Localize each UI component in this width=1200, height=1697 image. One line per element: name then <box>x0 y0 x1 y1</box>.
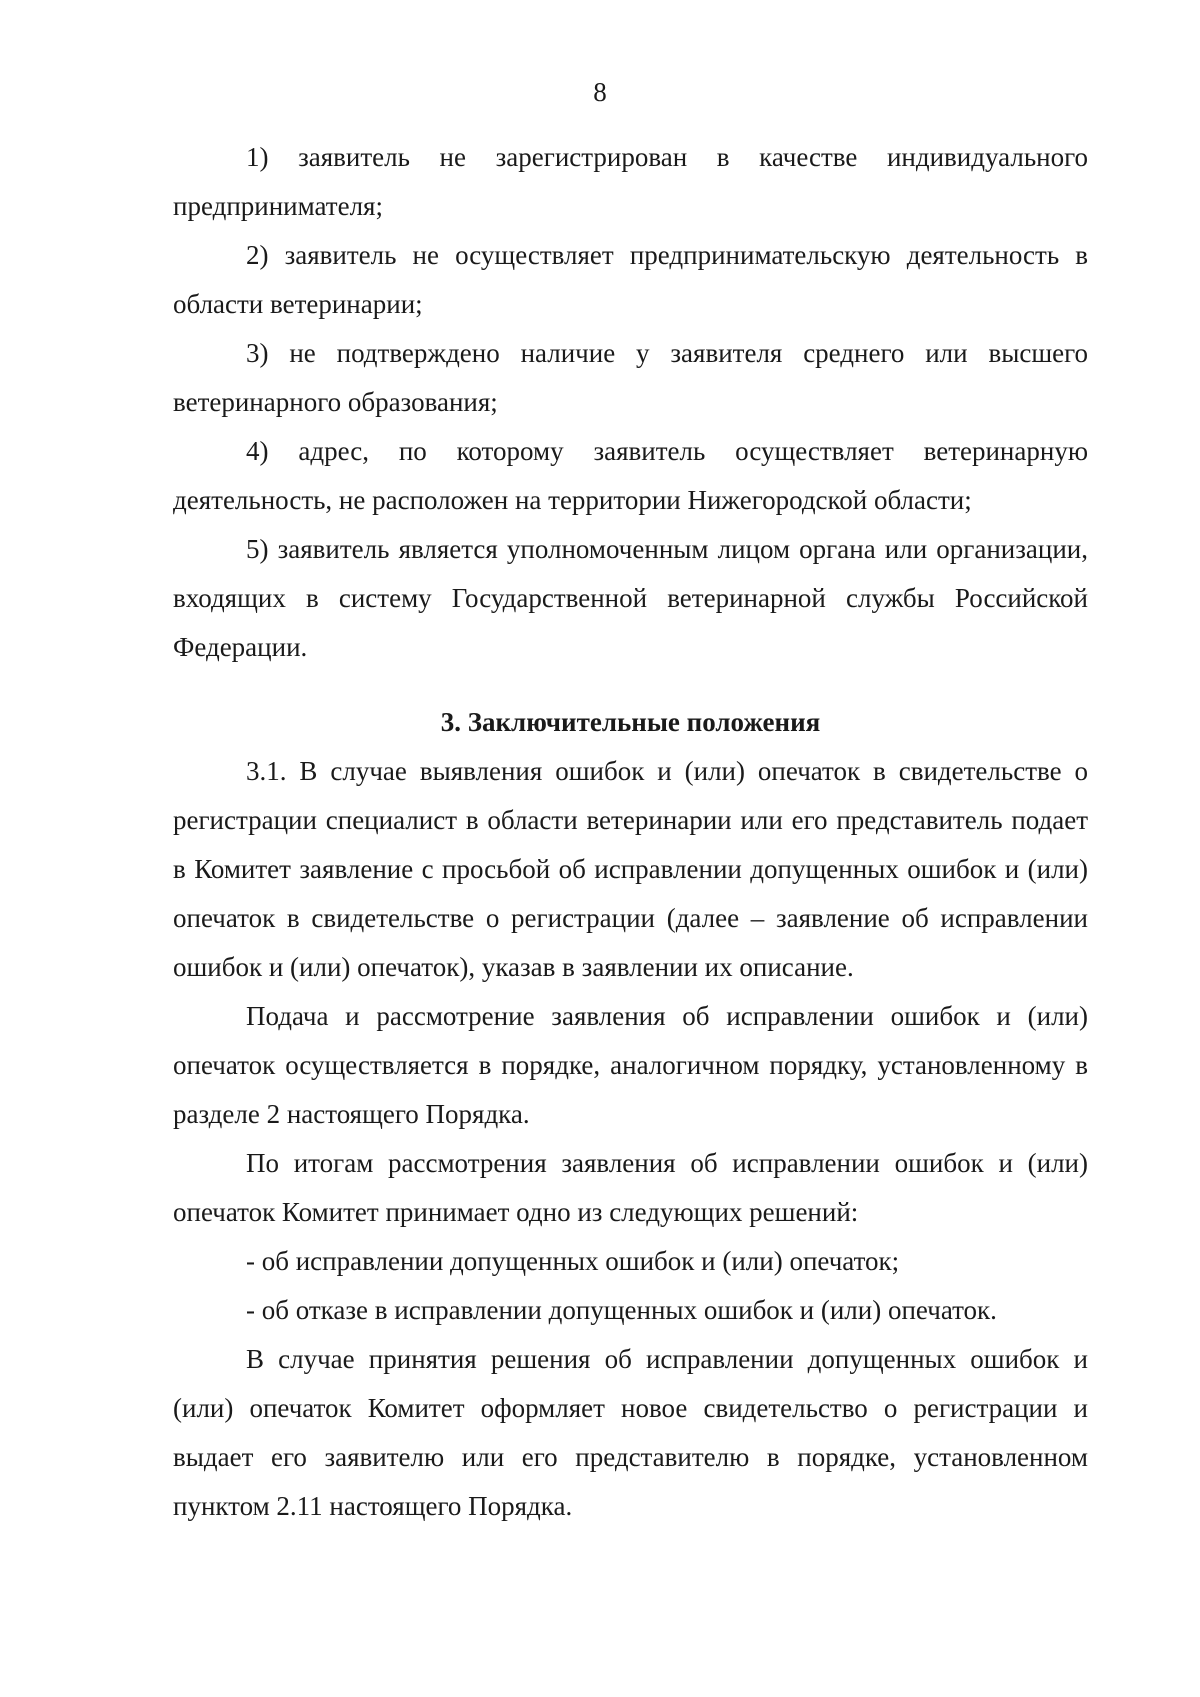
list-item-3: 3) не подтверждено наличие у заявителя среднего или высшего ветеринарного образования; <box>173 338 1088 417</box>
paragraph-procedure: Подача и рассмотрение заявления об исправлении ошибок и (или) опечаток осуществляется в порядке, аналогичном порядку, установленному в разделе 2 настоящего Порядка. <box>173 1001 1088 1129</box>
list-item-1: 1) заявитель не зарегистрирован в качестве индивидуального предпринимателя; <box>173 142 1088 221</box>
paragraph-new-certificate: В случае принятия решения об исправлении допущенных ошибок и (или) опечаток Комитет оформляет новое свидетельство о регистрации и выдает его заявителю или его представителю в порядке, установленном пунктом 2.11 настоящего Порядка. <box>173 1344 1088 1521</box>
paragraph-decisions-intro: По итогам рассмотрения заявления об исправлении ошибок и (или) опечаток Комитет принимает одно из следующих решений: <box>173 1148 1088 1227</box>
section-spacer <box>173 672 1088 698</box>
page-number: 8 <box>593 77 607 107</box>
section-heading: 3. Заключительные положения <box>440 707 821 737</box>
document-body <box>173 133 1088 1531</box>
list-item-2: 2) заявитель не осуществляет предпринимательскую деятельность в области ветеринарии; <box>173 240 1088 319</box>
list-item-5: 5) заявитель является уполномоченным лицом органа или организации, входящих в систему Государственной ветеринарной службы Российской Федерации. <box>173 534 1088 662</box>
paragraph-3-1: 3.1. В случае выявления ошибок и (или) опечаток в свидетельстве о регистрации специалист в области ветеринарии или его представитель подает в Комитет заявление с просьбой об исправлении допущенных ошибок и (или) опечаток в свидетельстве о регистрации (далее – заявление об исправлении ошибок и (или) опечаток), указав в заявлении их описание. <box>173 756 1088 982</box>
decision-item-refusal: - об отказе в исправлении допущенных ошибок и (или) опечаток. <box>246 1295 997 1325</box>
decision-item-correction: - об исправлении допущенных ошибок и (или) опечаток; <box>246 1246 900 1276</box>
list-item-4: 4) адрес, по которому заявитель осуществляет ветеринарную деятельность, не расположен на территории Нижегородской области; <box>173 436 1088 515</box>
